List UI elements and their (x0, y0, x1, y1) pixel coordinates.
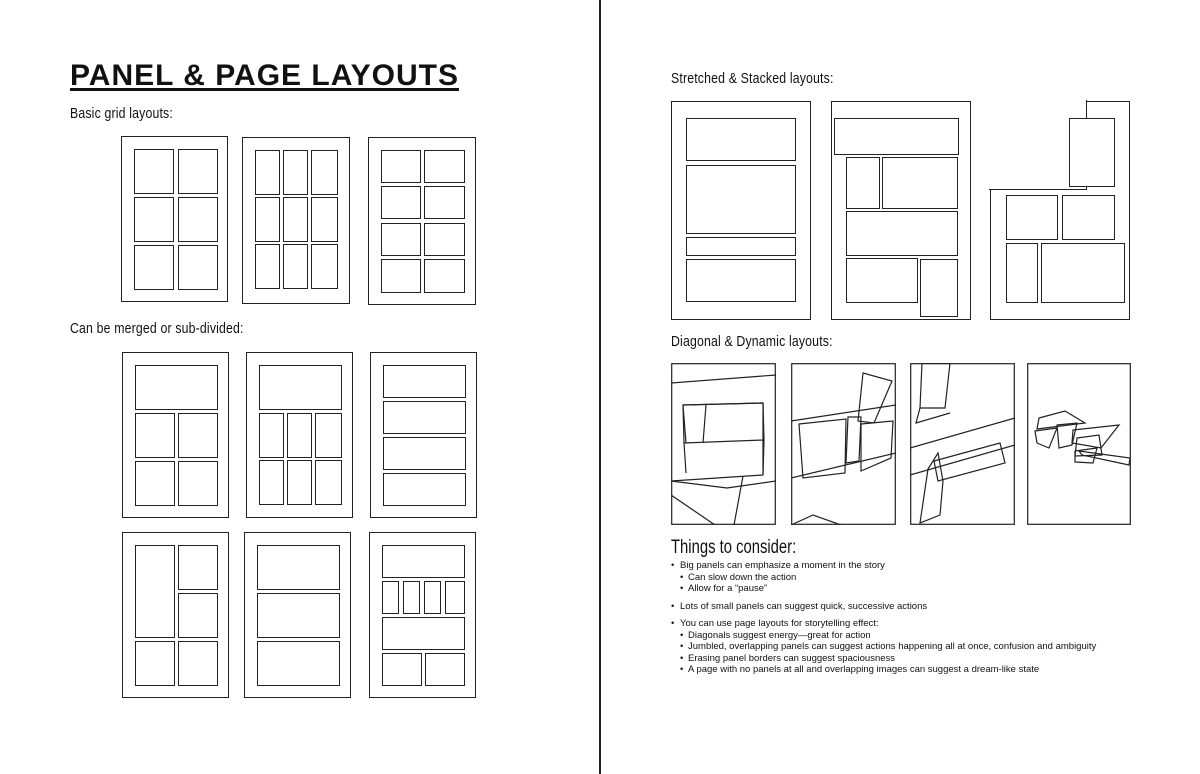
panel (834, 118, 959, 155)
panel (134, 197, 174, 242)
panel (178, 641, 218, 686)
layout-page-grid-9 (242, 137, 350, 304)
panel (445, 581, 465, 614)
panel (424, 581, 441, 614)
panel (846, 258, 918, 303)
panel (383, 473, 466, 506)
heading-things-to-consider: Things to consider: (671, 537, 797, 558)
list-item: • Big panels can emphasize a moment in the story (671, 560, 1171, 572)
panel (315, 413, 342, 458)
layout-page-grid-8 (368, 137, 476, 305)
panel (686, 118, 796, 161)
panel (255, 197, 280, 242)
page-divider (599, 0, 601, 774)
panel (311, 244, 338, 289)
panel (381, 186, 421, 219)
panel (287, 413, 312, 458)
list-item: • You can use page layouts for storytelling effect: (671, 618, 1171, 630)
layout-page-stretched-3 (990, 101, 1130, 320)
panel (283, 244, 308, 289)
panel (259, 413, 284, 458)
panel (135, 545, 175, 638)
list-item: • Allow for a “pause” (671, 583, 1171, 595)
panel (134, 149, 174, 194)
layout-page-merged-1 (122, 352, 229, 518)
panel (135, 461, 175, 506)
layout-page-grid-6 (121, 136, 228, 302)
list-item: • Diagonals suggest energy—great for action (671, 630, 1171, 642)
panel (686, 165, 796, 234)
panel (257, 545, 340, 590)
panel (425, 653, 465, 686)
panel (315, 460, 342, 505)
page-title: PANEL & PAGE LAYOUTS (70, 59, 459, 92)
layout-page-diagonal-2 (791, 363, 896, 525)
list-item: • Can slow down the action (671, 572, 1171, 584)
panel (1006, 243, 1038, 303)
layout-page-merged-5 (244, 532, 351, 698)
panel (178, 593, 218, 638)
heading-diagonal: Diagonal & Dynamic layouts: (671, 333, 833, 350)
layout-page-merged-4 (122, 532, 229, 698)
panel (424, 150, 465, 183)
panel (287, 460, 312, 505)
panel (686, 237, 796, 256)
layout-page-merged-2 (246, 352, 353, 518)
panel (382, 581, 399, 614)
panel (381, 223, 421, 256)
panel (382, 653, 422, 686)
panel (1041, 243, 1125, 303)
panel (283, 197, 308, 242)
panel (383, 401, 466, 434)
layout-page-diagonal-1 (671, 363, 776, 525)
panel (311, 197, 338, 242)
panel (424, 186, 465, 219)
panel (1062, 195, 1115, 240)
list-item: • Lots of small panels can suggest quick, successive actions (671, 601, 1171, 613)
panel (257, 593, 340, 638)
panel (178, 245, 218, 290)
panel (1006, 195, 1058, 240)
layout-page-stretched-2 (831, 101, 971, 320)
panel (135, 365, 218, 410)
list-item: • Jumbled, overlapping panels can suggest actions happening all at once, confusion and ambiguity (671, 641, 1171, 653)
panel (424, 223, 465, 256)
panel (178, 149, 218, 194)
panel (311, 150, 338, 195)
list-item: • Erasing panel borders can suggest spaciousness (671, 653, 1171, 665)
layout-page-merged-6 (369, 532, 476, 698)
panel (383, 437, 466, 470)
panel (1069, 118, 1115, 187)
panel (686, 259, 796, 302)
panel (283, 150, 308, 195)
panel (178, 197, 218, 242)
panel (257, 641, 340, 686)
heading-basic-grid: Basic grid layouts: (70, 105, 173, 122)
layout-page-merged-3 (370, 352, 477, 518)
panel (383, 365, 466, 398)
heading-merged: Can be merged or sub-divided: (70, 320, 244, 337)
panel (846, 157, 880, 209)
panel (135, 641, 175, 686)
panel (134, 245, 174, 290)
panel (178, 413, 218, 458)
panel (255, 150, 280, 195)
panel (403, 581, 420, 614)
notes-list (671, 560, 1171, 676)
layout-page-diagonal-4 (1027, 363, 1131, 525)
panel (382, 545, 465, 578)
panel (381, 259, 421, 293)
list-item: • A page with no panels at all and overlapping images can suggest a dream-like state (671, 664, 1171, 676)
panel (178, 545, 218, 590)
panel (259, 460, 284, 505)
layout-page-stretched-1 (671, 101, 811, 320)
panel (178, 461, 218, 506)
panel (846, 211, 958, 256)
panel (382, 617, 465, 650)
heading-stretched: Stretched & Stacked layouts: (671, 70, 834, 87)
panel (255, 244, 280, 289)
panel (920, 259, 958, 317)
panel (424, 259, 465, 293)
panel (882, 157, 958, 209)
panel (381, 150, 421, 183)
panel (135, 413, 175, 458)
panel (259, 365, 342, 410)
layout-page-diagonal-3 (910, 363, 1015, 525)
